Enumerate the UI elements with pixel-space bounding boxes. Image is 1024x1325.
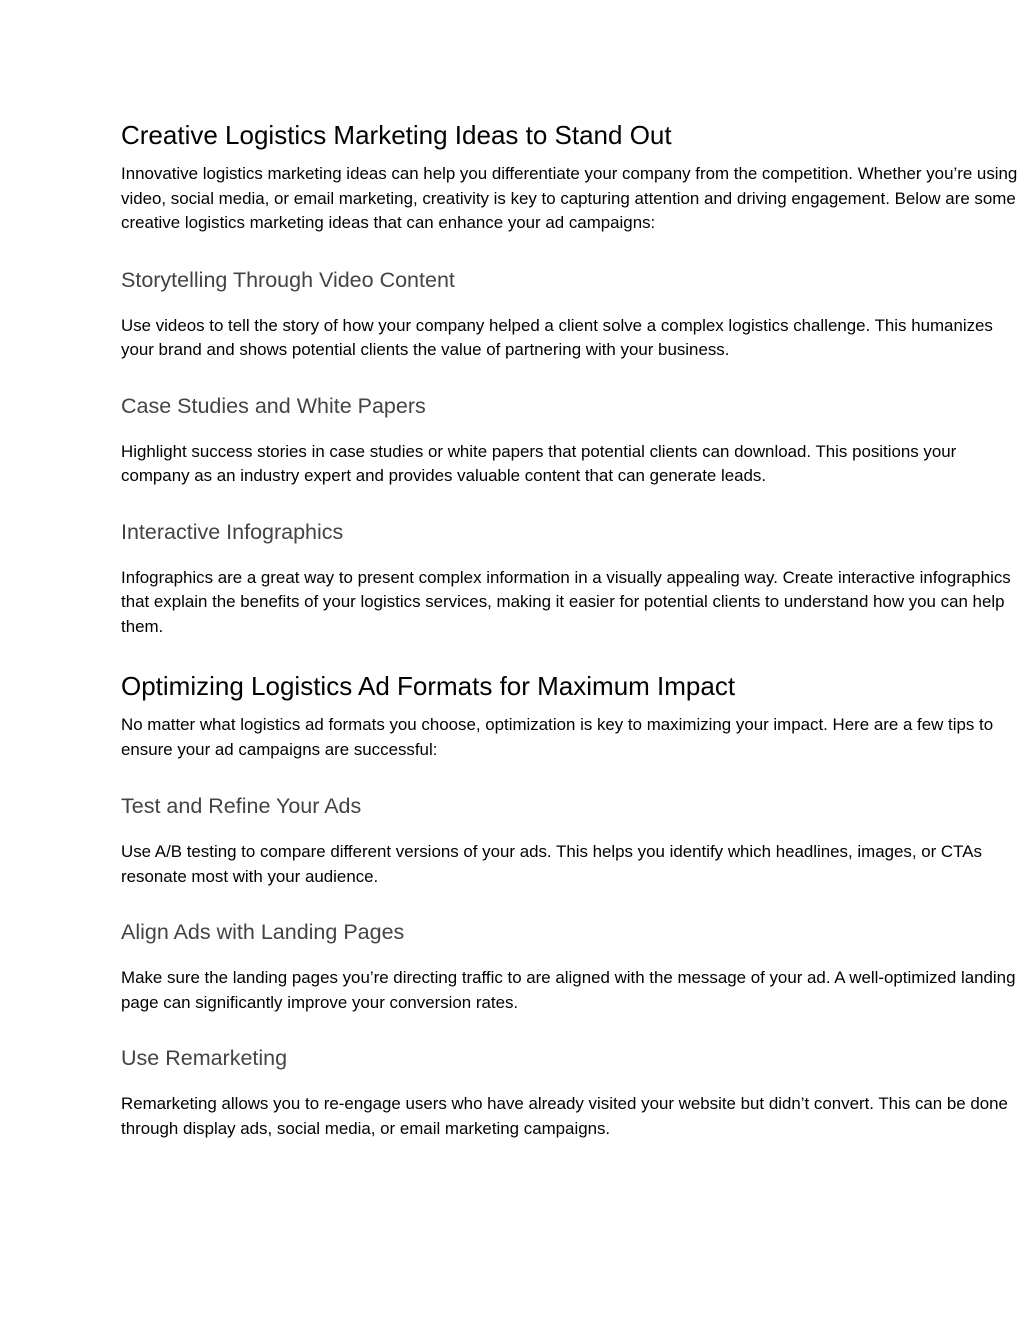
document-page bbox=[121, 118, 1021, 1170]
subsection-body: Use A/B testing to compare different versions of your ads. This helps you identify which headlines, images, or CTAs resonate most with your audience. bbox=[121, 842, 982, 886]
subsection-heading: Align Ads with Landing Pages bbox=[121, 920, 405, 944]
subsection-heading: Test and Refine Your Ads bbox=[121, 794, 362, 818]
section-heading: Creative Logistics Marketing Ideas to Stand Out bbox=[121, 120, 672, 150]
subsection-body: Infographics are a great way to present complex information in a visually appealing way. Create interactive infographics that explain the benefits of your logistics services, making it easier for potential clients to understand how you can help them. bbox=[121, 567, 1011, 636]
subsection-test-refine bbox=[121, 792, 1021, 889]
section-optimizing-formats bbox=[121, 669, 1021, 1141]
subsection-heading: Storytelling Through Video Content bbox=[121, 267, 455, 292]
subsection-body: Use videos to tell the story of how your company helped a client solve a complex logistics challenge. This humanizes your brand and shows potential clients the value of partnering with your business. bbox=[121, 315, 993, 359]
subsection-storytelling bbox=[121, 266, 1021, 363]
subsection-case-studies bbox=[121, 392, 1021, 489]
section-intro: No matter what logistics ad formats you choose, optimization is key to maximizing your impact. Here are a few tips to ensure your ad campaigns are successful: bbox=[121, 715, 994, 759]
subsection-infographics bbox=[121, 518, 1021, 640]
subsection-landing-pages bbox=[121, 918, 1021, 1015]
section-creative-ideas bbox=[121, 118, 1021, 639]
subsection-body: Make sure the landing pages you’re directing traffic to are aligned with the message of your ad. A well-optimized landing page can significantly improve your conversion rates. bbox=[121, 968, 1016, 1012]
subsection-remarketing bbox=[121, 1044, 1021, 1141]
section-heading: Optimizing Logistics Ad Formats for Maximum Impact bbox=[121, 671, 736, 701]
subsection-heading: Case Studies and White Papers bbox=[121, 393, 426, 418]
subsection-body: Remarketing allows you to re-engage users who have already visited your website but didn’t convert. This can be done through display ads, social media, or email marketing campaigns. bbox=[121, 1094, 1008, 1138]
section-intro: Innovative logistics marketing ideas can help you differentiate your company from the competition. Whether you’re using video, social media, or email marketing, creativity is key to capturing attention and driving engagement. Below are some creative logistics marketing ideas that can enhance your ad campaigns: bbox=[121, 164, 1018, 232]
subsection-heading: Interactive Infographics bbox=[121, 519, 344, 544]
subsection-heading: Use Remarketing bbox=[121, 1046, 288, 1070]
subsection-body: Highlight success stories in case studies or white papers that potential clients can download. This positions your company as an industry expert and provides valuable content that can generate leads. bbox=[121, 441, 957, 485]
